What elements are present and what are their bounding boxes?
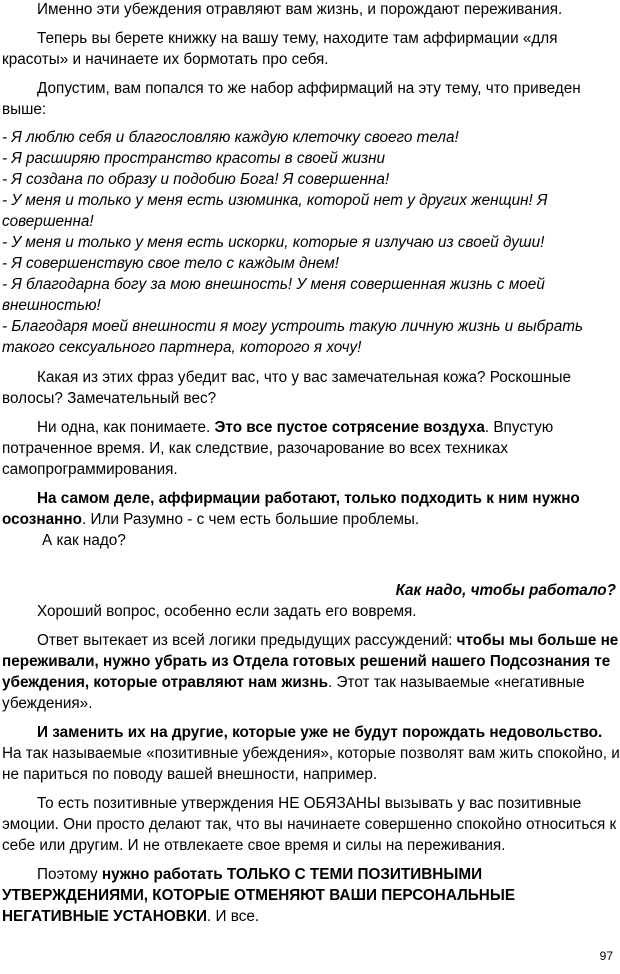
list-item: - У меня и только у меня есть изюминка, которой нет у других женщин! Я совершенна! <box>2 192 548 230</box>
page-number: 97 <box>599 949 613 963</box>
paragraph-affirmations-work <box>2 488 620 530</box>
affirmation-list <box>2 127 620 358</box>
paragraph-therefore-bold: нужно работать ТОЛЬКО С ТЕМИ ПОЗИТИВНЫМИ УТВЕРЖДЕНИЯМИ, КОТОРЫЕ ОТМЕНЯЮТ ВАШИ ПЕРСОНАЛЬНЫЕ НЕГАТИВНЫЕ УСТАНОВКИ <box>2 866 516 925</box>
list-item: - Я благодарна богу за мою внешность! У меня совершенная жизнь с моей внешностью! <box>2 276 545 314</box>
paragraph-question: Какая из этих фраз убедит вас, что у вас замечательная кожа? Роскошные волосы? Замечательный вес? <box>2 369 572 407</box>
paragraph-good-question: Хороший вопрос, особенно если задать его вовремя. <box>37 603 417 620</box>
paragraph-therefore <box>2 864 620 927</box>
paragraph-beliefs: Именно эти убеждения отравляют вам жизнь, и порождают переживания. <box>37 1 563 18</box>
paragraph-none-text-c: . Впустую потраченное время. И, как следствие, разочарование во всех техниках самопрограммирования. <box>2 419 554 478</box>
paragraph-replace-text: На так называемые «позитивные убеждения», которые позволят вам жить спокойно, и не париться по поводу вашей внешности, например. <box>2 745 620 783</box>
paragraph-none <box>2 417 620 480</box>
paragraph-answer-text-c: . Этот так называемые «негативные убеждения». <box>2 674 585 712</box>
paragraph-none-text-a: Ни одна, как понимаете. <box>37 419 215 436</box>
paragraph-replace <box>2 722 620 785</box>
paragraph-affirmations-work-text: . Или Разумно - с чем есть большие проблемы. <box>81 511 420 528</box>
paragraph-how: А как надо? <box>42 532 126 549</box>
paragraph-answer-bold: чтобы мы больше не переживали, нужно убрать из Отдела готовых решений нашего Подсознания те убеждения, которые отравляют нам жизнь <box>2 632 619 691</box>
list-item: - Я расширяю пространство красоты в своей жизни <box>2 150 386 167</box>
paragraph-replace-bold: И заменить их на другие, которые уже не будут порождать недовольство. <box>37 724 603 741</box>
paragraph-therefore-text-a: Поэтому <box>37 866 102 883</box>
list-item: - Я люблю себя и благословляю каждую клеточку своего тела! <box>2 129 459 146</box>
paragraph-therefore-text-c: . И все. <box>207 908 260 925</box>
list-item: - Я совершенствую свое тело с каждым днем! <box>2 255 339 272</box>
section-heading: Как надо, чтобы работало? <box>395 582 616 599</box>
paragraph-book: Теперь вы берете книжку на вашу тему, находите там аффирмации «для красоты» и начинаете их бормотать про себя. <box>2 30 558 68</box>
paragraph-positive: То есть позитивные утверждения НЕ ОБЯЗАНЫ вызывать у вас позитивные эмоции. Они просто делают так, что вы начинаете совершенно спокойно относиться к себе или другим. И не отвлекаете свое время и силы на переживания. <box>2 795 617 854</box>
paragraph-answer <box>2 630 620 714</box>
paragraph-answer-text-a: Ответ вытекает из всей логики предыдущих рассуждений: <box>37 632 457 649</box>
paragraph-affirmations-work-bold: На самом деле, аффирмации работают, только подходить к ним нужно осознанно <box>2 490 580 528</box>
paragraph-none-bold: Это все пустое сотрясение воздуха <box>214 419 485 436</box>
list-item: - У меня и только у меня есть искорки, которые я излучаю из своей души! <box>2 234 545 251</box>
list-item: - Я создана по образу и подобию Бога! Я совершенна! <box>2 171 390 188</box>
list-item: - Благодаря моей внешности я могу устроить такую личную жизнь и выбрать такого сексуального партнера, которого я хочу! <box>2 318 584 356</box>
paragraph-suppose: Допустим, вам попался то же набор аффирмаций на эту тему, что приведен выше: <box>2 80 581 118</box>
